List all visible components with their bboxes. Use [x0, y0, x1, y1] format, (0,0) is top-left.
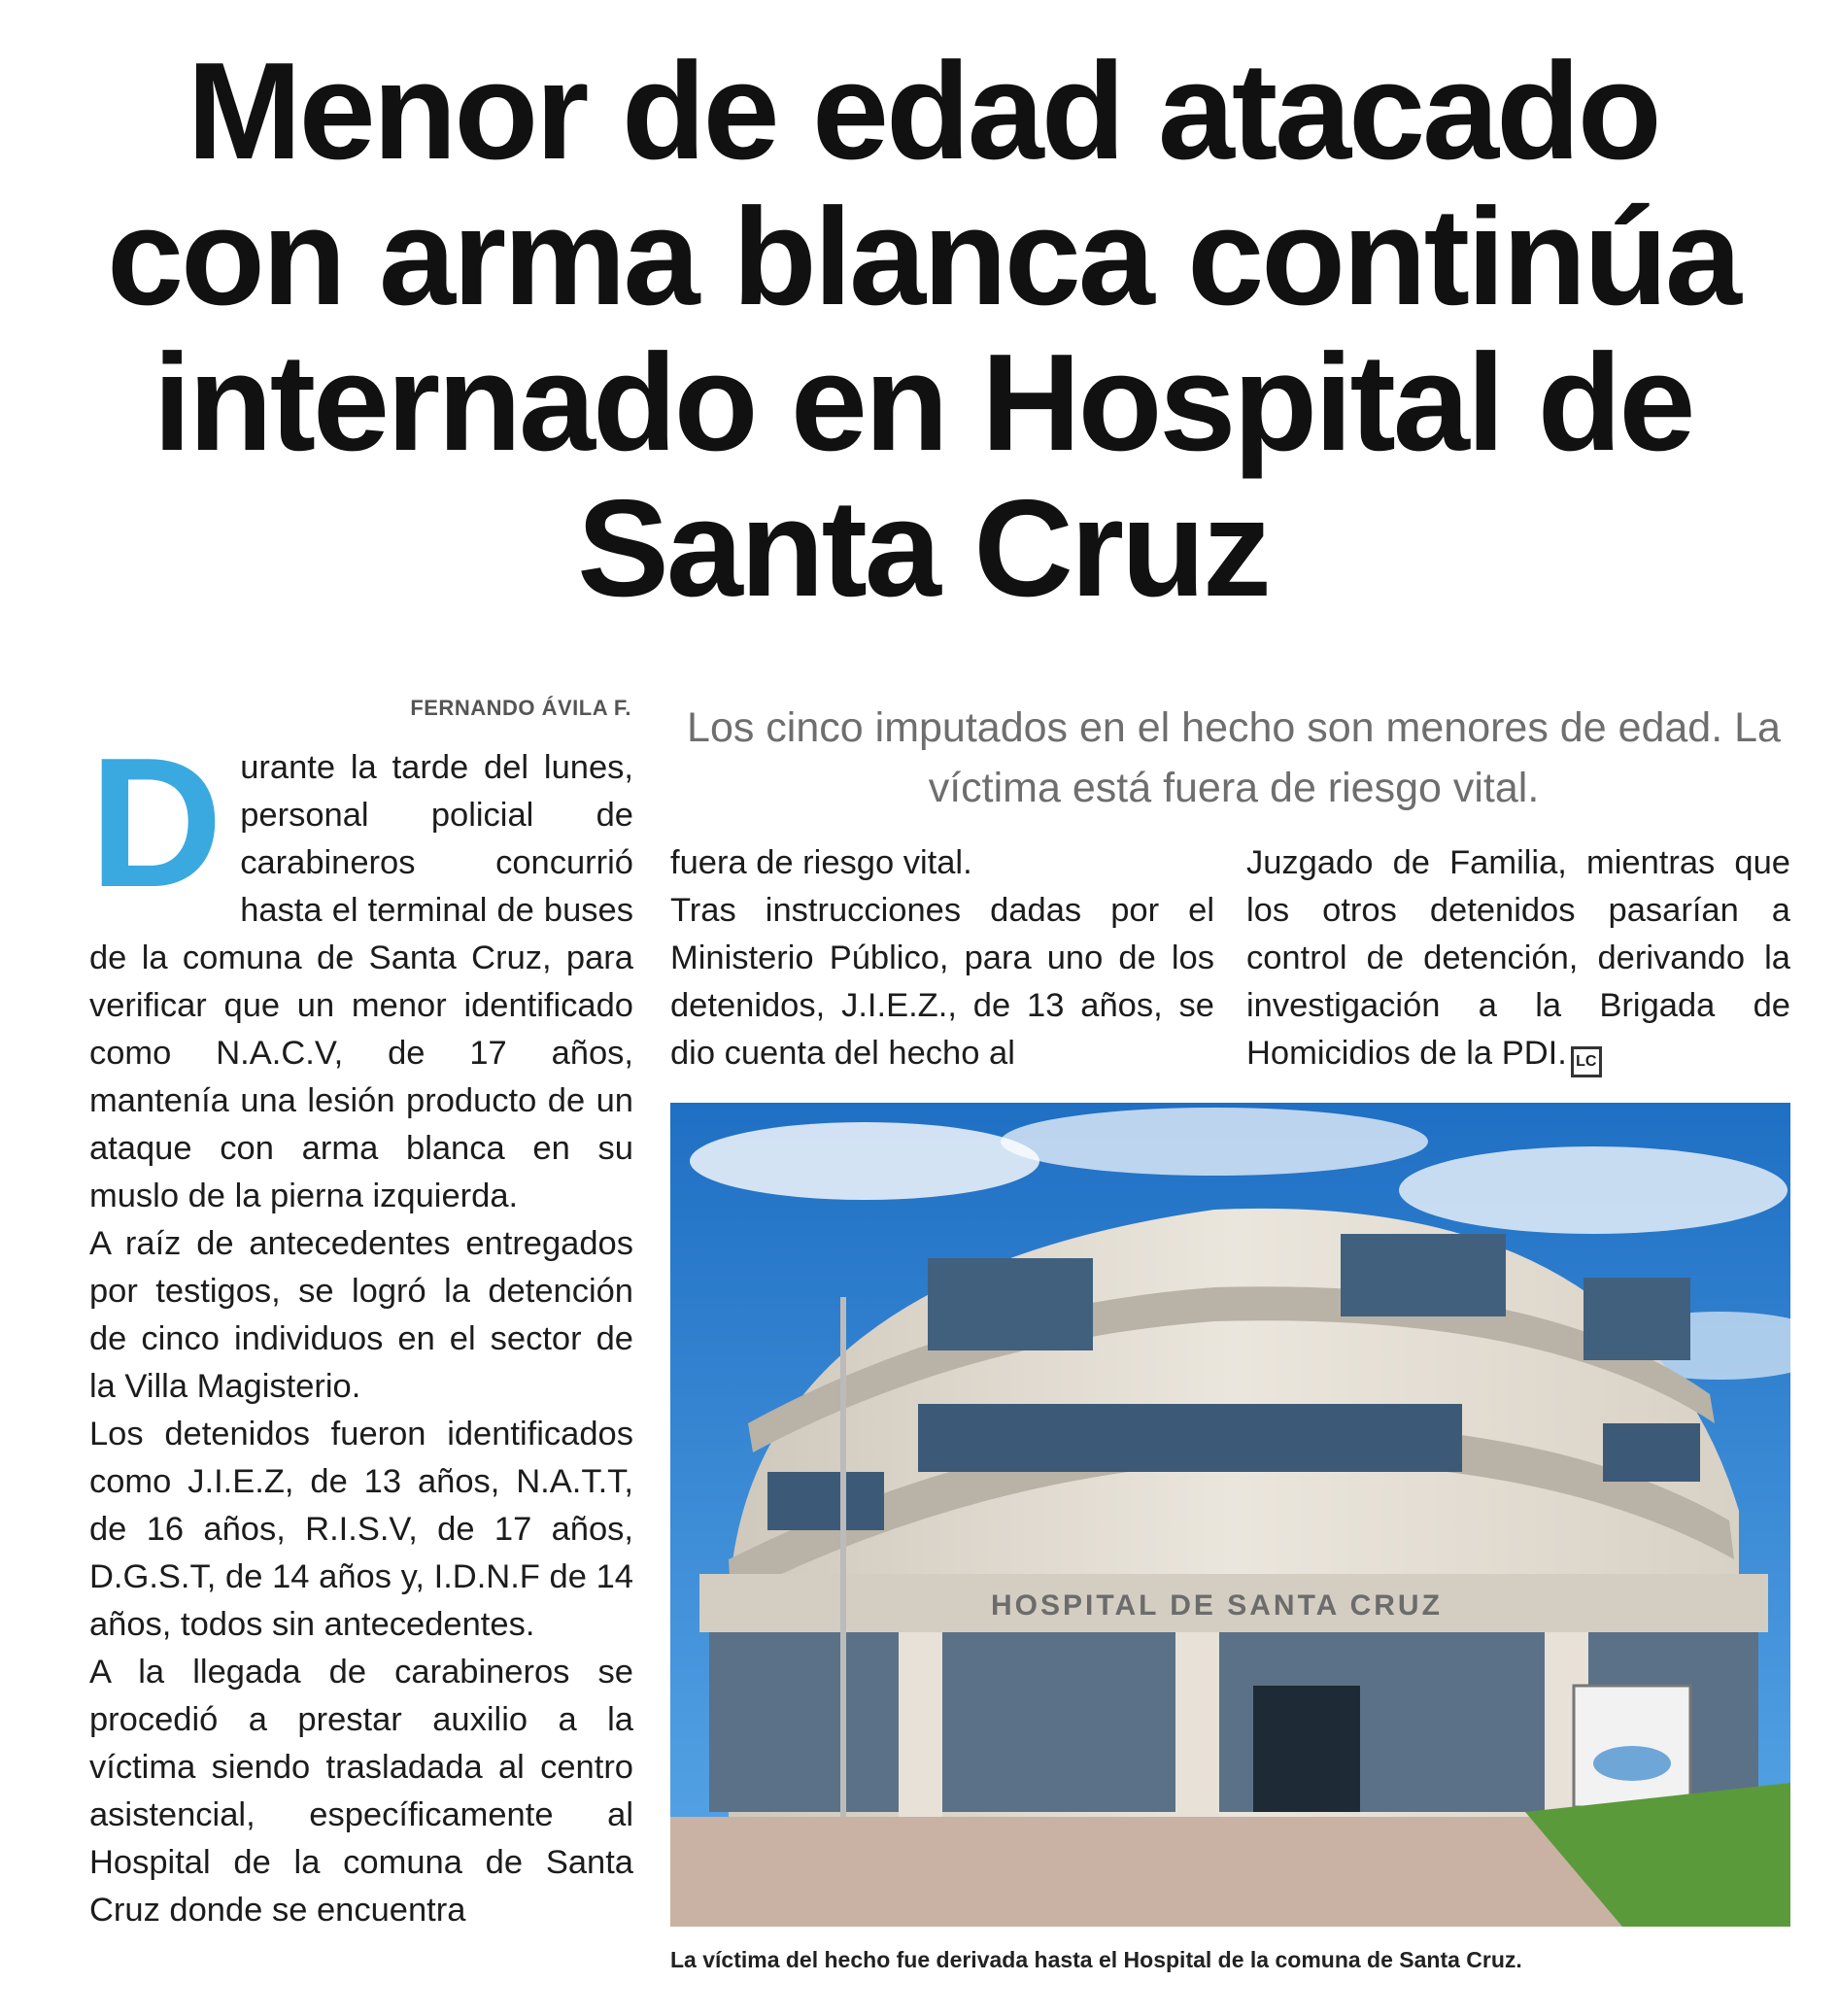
article-deck: Los cinco imputados en el hecho son menores de edad. La víctima está fuera de riesgo vital. — [687, 704, 1781, 811]
window — [1603, 1423, 1700, 1482]
hospital-photo — [670, 1103, 1790, 1927]
cloud — [1399, 1146, 1788, 1234]
entrance-door — [1253, 1686, 1360, 1812]
hospital-sign: HOSPITAL DE SANTA CRUZ — [991, 1589, 1443, 1622]
cloud — [1001, 1108, 1428, 1176]
article-paragraph — [1246, 839, 1790, 1077]
flag-pole — [840, 1297, 846, 1841]
window-row — [918, 1404, 1462, 1472]
article-paragraph-text: Juzgado de Familia, mientras que los otros detenidos pasarían a control de detención, derivando la investigación a la Brigada de Homicidios de la PDI. — [1246, 844, 1790, 1072]
pillar — [899, 1632, 942, 1817]
info-board-graphic — [1593, 1746, 1671, 1781]
window — [1341, 1234, 1506, 1316]
window — [1584, 1278, 1690, 1360]
window — [928, 1258, 1093, 1350]
article-column-3 — [1246, 839, 1790, 1077]
article-byline: FERNANDO ÁVILA F. — [410, 696, 631, 720]
end-mark-icon: LC — [1571, 1046, 1602, 1077]
article-paragraph: Los detenidos fueron identificados como J.I.E.Z, de 13 años, N.A.T.T, de 16 años, R.I.S.V, de 17 años, D.G.S.T, de 14 años y, I.D.N.F de 14 años, todos sin antecedentes. — [89, 1416, 633, 1643]
article-column-2 — [670, 839, 1214, 1077]
article-column-1 — [89, 744, 633, 1988]
photo-caption: La víctima del hecho fue derivada hasta el Hospital de la comuna de Santa Cruz. — [670, 1947, 1522, 1972]
article-headline: Menor de edad atacado con arma blanca continúa internado en Hospital de Santa Cruz — [107, 34, 1739, 626]
cloud — [690, 1122, 1039, 1200]
article-paragraph: urante la tarde del lunes, personal policial de carabineros concurrió hasta el terminal de buses de la comuna de Santa Cruz, para verificar que un menor identificado como N.A.C.V, de 17 años, mantenía una lesión producto de un ataque con arma blanca en su muslo de la pierna izquierda. — [89, 749, 633, 1214]
article-paragraph: A raíz de antecedentes entregados por testigos, se logró la detención de cinco individuos en el sector de la Villa Magisterio. — [89, 1225, 633, 1405]
pillar — [1175, 1632, 1219, 1817]
article-paragraph: A la llegada de carabineros se procedió a prestar auxilio a la víctima siendo trasladada al centro asistencial, específicamente al Hospital de la comuna de Santa Cruz donde se encuentra — [89, 1654, 633, 1929]
article-paragraph: Tras instrucciones dadas por el Ministerio Público, para uno de los detenidos, J.I.E.Z., de 13 años, se dio cuenta del hecho al — [670, 892, 1214, 1072]
hospital-illustration — [670, 1103, 1790, 1927]
article-paragraph: fuera de riesgo vital. — [670, 844, 972, 881]
window — [767, 1472, 884, 1530]
drop-cap: D — [89, 744, 223, 926]
